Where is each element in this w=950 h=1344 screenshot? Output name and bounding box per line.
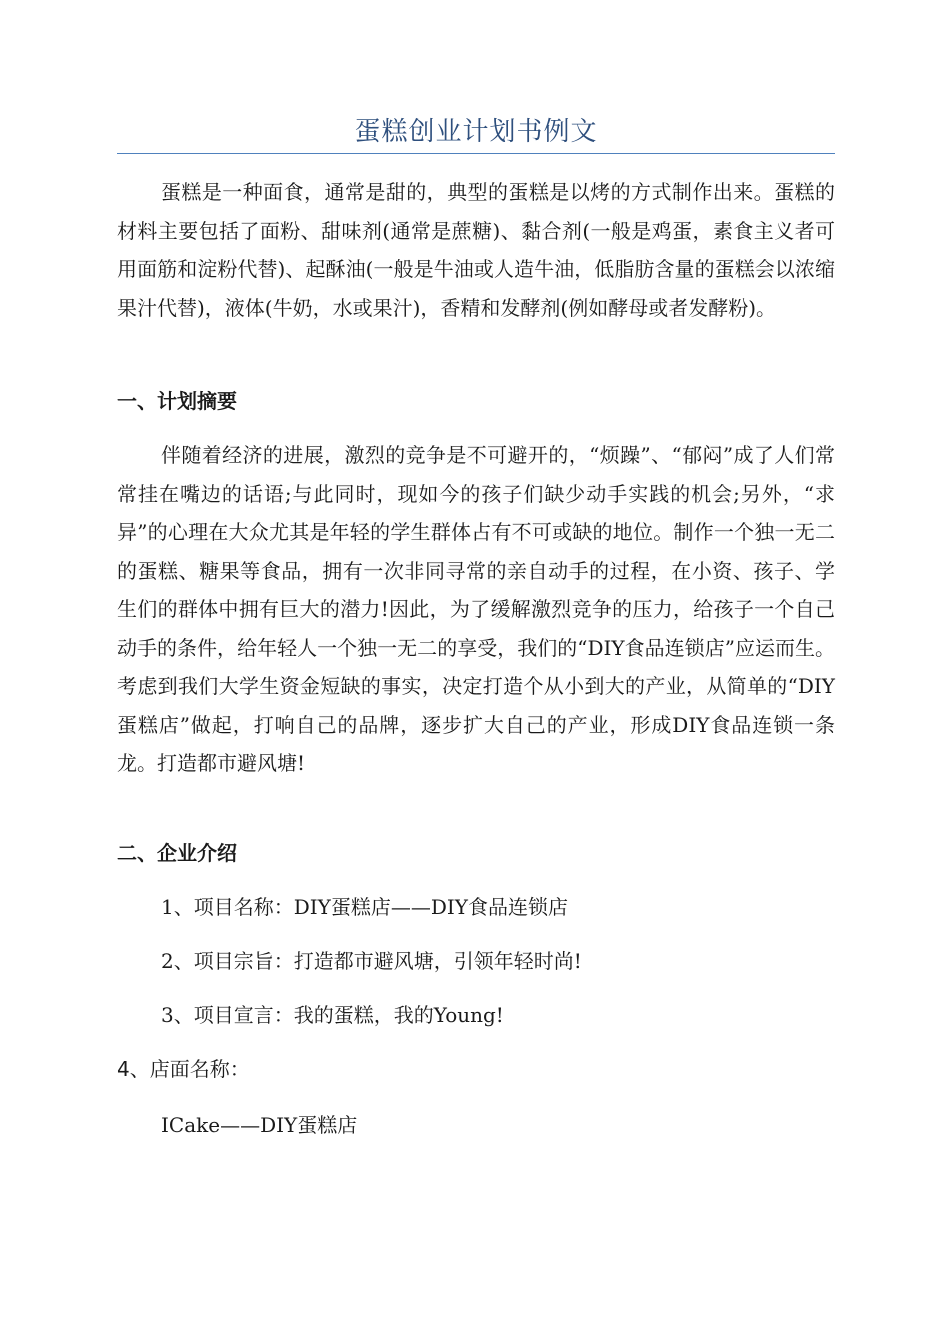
list-item-project-name: 1、项目名称：DIY蛋糕店——DIY食品连锁店: [161, 895, 569, 919]
title-underline: [117, 153, 835, 154]
list-item-project-slogan: 3、项目宣言：我的蛋糕，我的Young!: [161, 1003, 504, 1027]
list-item-project-purpose: 2、项目宗旨：打造都市避风塘，引领年轻时尚!: [161, 949, 582, 973]
store-name-heading: 4、店面名称：: [117, 1057, 250, 1081]
section-heading-company: 二、企业介绍: [117, 841, 237, 865]
intro-paragraph: 蛋糕是一种面食，通常是甜的，典型的蛋糕是以烤的方式制作出来。蛋糕的材料主要包括了面粉、甜味剂(通常是蔗糖)、黏合剂(一般是鸡蛋，素食主义者可用面筋和淀粉代替)、起酥油(一般是牛油或人造牛油，低脂肪含量的蛋糕会以浓缩果汁代替)，液体(牛奶，水或果汁)，香精和发酵剂(例如酵母或者发酵粉)。: [117, 180, 835, 320]
summary-paragraph: 伴随着经济的进展，激烈的竞争是不可避开的，“烦躁”、“郁闷”成了人们常常挂在嘴边的话语;与此同时，现如今的孩子们缺少动手实践的机会;另外，“求异”的心理在大众尤其是年轻的学生群体占有不可或缺的地位。制作一个独一无二的蛋糕、糖果等食品，拥有一次非同寻常的亲自动手的过程，在小资、孩子、学生们的群体中拥有巨大的潜力!因此，为了缓解激烈竞争的压力，给孩子一个自己动手的条件，给年轻人一个独一无二的享受，我们的“DIY食品连锁店”应运而生。考虑到我们大学生资金短缺的事实，决定打造个从小到大的产业，从简单的“DIY蛋糕店”做起，打响自己的品牌，逐步扩大自己的产业，形成DIY食品连锁一条龙。打造都市避风塘!: [117, 443, 835, 775]
section-heading-summary: 一、计划摘要: [117, 389, 237, 413]
store-name-value: ICake——DIY蛋糕店: [161, 1113, 358, 1137]
document-title: 蛋糕创业计划书例文: [354, 117, 598, 147]
